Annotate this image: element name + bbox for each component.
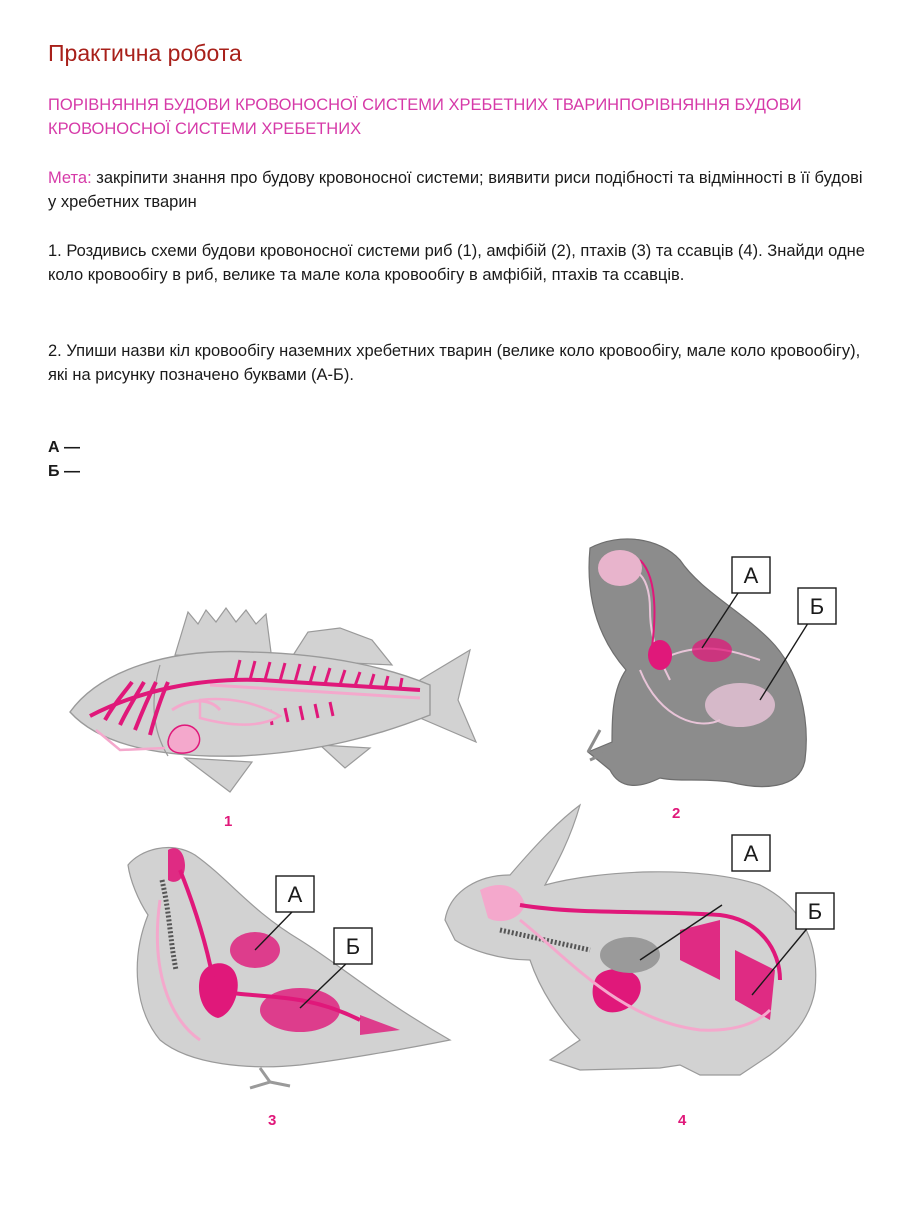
fish-diagram bbox=[70, 608, 476, 830]
circulatory-figures bbox=[0, 520, 918, 1129]
frog-label-b: Б bbox=[809, 594, 825, 619]
frog-number: 2 bbox=[672, 805, 681, 822]
goal-paragraph bbox=[48, 166, 868, 214]
task-1: 1. Роздивись схеми будови кровоносної системи риб (1), амфібій (2), птахів (3) та ссавців (4). Знайди одне коло кровообігу в риб, велике та мале кола кровообігу в амфібій, птахів та ссавців. bbox=[48, 242, 865, 284]
answer-a-line[interactable]: А — bbox=[48, 439, 80, 456]
bird-label-a: А bbox=[287, 882, 303, 907]
answer-b-line[interactable]: Б — bbox=[48, 463, 80, 480]
bird-diagram bbox=[128, 848, 450, 1129]
goal-text: закріпити знання про будову кровоносної системи; виявити риси подібності та відмінності в її будові у хребетних тварин bbox=[48, 169, 863, 211]
frog-label-a: А bbox=[743, 563, 759, 588]
fish-number: 1 bbox=[224, 813, 233, 830]
bird-label-b: Б bbox=[345, 934, 361, 959]
rabbit-diagram bbox=[445, 805, 834, 1129]
task-2: 2. Упиши назви кіл кровообігу наземних хребетних тварин (велике коло кровообігу, мале коло кровообігу), які на рисунку позначено буквами (А-Б). bbox=[48, 342, 861, 384]
rabbit-label-b: Б bbox=[807, 899, 823, 924]
bird-number: 3 bbox=[268, 1112, 277, 1129]
goal-label: Мета: bbox=[48, 169, 92, 187]
work-subtitle: ПОРІВНЯННЯ БУДОВИ КРОВОНОСНОЇ СИСТЕМИ ХРЕБЕТНИХ ТВАРИНПОРІВНЯННЯ БУДОВИ КРОВОНОСНОЇ СИСТЕМИ ХРЕБЕТНИХ bbox=[48, 96, 802, 138]
rabbit-label-a: А bbox=[743, 841, 759, 866]
rabbit-number: 4 bbox=[678, 1112, 687, 1129]
frog-diagram bbox=[588, 539, 836, 822]
page-title: Практична робота bbox=[48, 40, 242, 66]
